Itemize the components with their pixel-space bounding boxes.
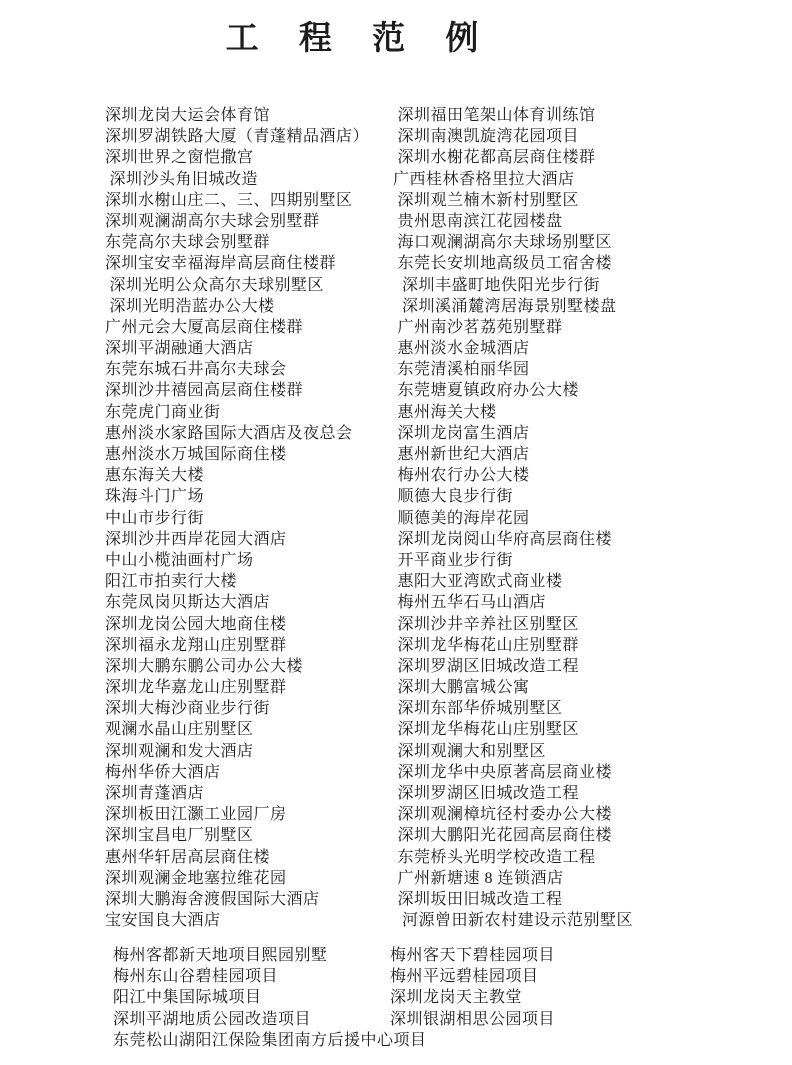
project-row bbox=[0, 677, 792, 698]
project-name-right: 河源曾田新农村建设示范别墅区 bbox=[393, 912, 634, 930]
project-row bbox=[0, 847, 792, 868]
project-list-main bbox=[0, 105, 792, 931]
project-name-left: 深圳光明公众高尔夫球别墅区 bbox=[105, 276, 325, 294]
project-name-right: 深圳龙岗富生酒店 bbox=[393, 424, 530, 442]
project-name-left: 东莞凤岗贝斯达大酒店 bbox=[105, 594, 271, 612]
project-name-left: 观澜水晶山庄别墅区 bbox=[105, 721, 254, 739]
project-name-left: 深圳观澜湖高尔夫球会别墅群 bbox=[105, 212, 320, 230]
project-name-left: 深圳光明浩蓝办公大楼 bbox=[105, 297, 275, 315]
project-name-right: 深圳罗湖区旧城改造工程 bbox=[393, 657, 580, 675]
project-name-left: 惠州华轩居高层商住楼 bbox=[105, 848, 271, 866]
project-name-left: 深圳福永龙翔山庄别墅群 bbox=[105, 636, 287, 654]
project-row bbox=[0, 945, 792, 966]
project-row bbox=[0, 338, 792, 359]
project-name-right: 东莞桥头光明学校改造工程 bbox=[393, 848, 596, 866]
project-row bbox=[0, 147, 792, 168]
project-name-left: 惠东海关大楼 bbox=[105, 467, 205, 485]
project-name-left: 深圳观澜金地塞拉维花园 bbox=[105, 869, 287, 887]
project-row bbox=[0, 614, 792, 635]
project-row bbox=[0, 444, 792, 465]
project-name-left: 阳江市拍卖行大楼 bbox=[105, 573, 238, 591]
project-row bbox=[0, 275, 792, 296]
project-name-right: 深圳水榭花都高层商住楼群 bbox=[393, 149, 596, 167]
project-row bbox=[0, 910, 792, 931]
project-name-right: 深圳坂田旧城改造工程 bbox=[393, 890, 563, 908]
project-name-right: 深圳龙岗天主教堂 bbox=[390, 989, 523, 1007]
project-name-left: 深圳沙井西岸花园大酒店 bbox=[105, 530, 287, 548]
project-name-left: 深圳沙井禧园高层商住楼群 bbox=[105, 382, 304, 400]
project-row bbox=[0, 698, 792, 719]
project-name-left: 深圳世界之窗恺撒宫 bbox=[105, 149, 254, 167]
project-row bbox=[0, 465, 792, 486]
project-name-right: 深圳丰盛町地佚阳光步行街 bbox=[393, 276, 601, 294]
project-name-right: 深圳龙华梅花山庄别墅群 bbox=[393, 636, 580, 654]
project-name-left: 梅州客都新天地项目熙园别墅 bbox=[113, 947, 328, 964]
project-name-right: 贵州思南滨江花园楼盘 bbox=[393, 212, 563, 230]
project-name-left: 深圳青蓬酒店 bbox=[105, 785, 205, 802]
project-name-left: 东莞松山湖阳江保险集团南方后援中心项目 bbox=[113, 1031, 427, 1049]
project-row bbox=[0, 656, 792, 677]
project-name-right: 东莞塘夏镇政府办公大楼 bbox=[393, 382, 580, 400]
project-row bbox=[0, 889, 792, 910]
project-row bbox=[0, 317, 792, 338]
project-name-right: 梅州五华石马山酒店 bbox=[393, 594, 547, 612]
project-row bbox=[0, 126, 792, 147]
project-row bbox=[0, 508, 792, 529]
project-row bbox=[0, 719, 792, 740]
project-name-left: 宝安国良大酒店 bbox=[105, 912, 221, 930]
project-row bbox=[0, 169, 792, 190]
project-name-left: 深圳板田江灏工业园厂房 bbox=[105, 806, 287, 824]
project-name-right: 惠州新世纪大酒店 bbox=[393, 446, 530, 463]
project-row bbox=[0, 359, 792, 380]
project-name-left: 深圳大梅沙商业步行街 bbox=[105, 700, 271, 718]
project-name-right: 开平商业步行街 bbox=[393, 551, 514, 569]
project-name-left: 深圳龙岗大运会体育馆 bbox=[105, 107, 271, 124]
page-title: 工 程 范 例 bbox=[225, 21, 485, 57]
project-name-right: 海口观澜湖高尔夫球场别墅区 bbox=[393, 234, 613, 252]
project-name-right: 深圳银湖相思公园项目 bbox=[390, 1010, 556, 1028]
project-name-right: 梅州客天下碧桂园项目 bbox=[390, 947, 556, 964]
project-name-right: 东莞清溪柏丽华园 bbox=[393, 361, 530, 379]
project-name-right: 深圳观澜大和别墅区 bbox=[393, 742, 547, 760]
project-row bbox=[0, 550, 792, 571]
project-row bbox=[0, 486, 792, 507]
project-name-right: 深圳龙华中央原著高层商业楼 bbox=[393, 763, 613, 781]
project-name-left: 中山市步行街 bbox=[105, 509, 205, 527]
project-row bbox=[0, 190, 792, 211]
project-name-right: 深圳观兰楠木新村别墅区 bbox=[393, 191, 580, 209]
project-name-left: 深圳宝安幸福海岸高层商住楼群 bbox=[105, 255, 337, 273]
project-name-right: 惠州淡水金城酒店 bbox=[393, 340, 530, 358]
project-row bbox=[0, 741, 792, 762]
project-name-left: 梅州华侨大酒店 bbox=[105, 763, 221, 781]
project-row bbox=[0, 868, 792, 889]
project-name-right: 深圳大鹏阳光花园高层商住楼 bbox=[393, 827, 613, 845]
project-row bbox=[0, 529, 792, 550]
project-name-right: 深圳沙井辛养社区别墅区 bbox=[393, 615, 580, 633]
project-row bbox=[0, 762, 792, 783]
project-name-left: 深圳水榭山庄二、三、四期别墅区 bbox=[105, 191, 353, 209]
project-name-right: 广西桂林香格里拉大酒店 bbox=[393, 170, 575, 188]
project-name-right: 深圳龙华梅花山庄别墅区 bbox=[393, 721, 580, 739]
project-row bbox=[0, 211, 792, 232]
project-name-right: 广州南沙茗荔苑别墅群 bbox=[393, 318, 563, 336]
project-row bbox=[0, 105, 792, 126]
project-row bbox=[0, 987, 792, 1008]
project-name-right: 深圳溪涌麓湾居海景别墅楼盘 bbox=[393, 297, 617, 315]
project-name-left: 深圳观澜和发大酒店 bbox=[105, 742, 254, 760]
project-name-left: 深圳龙岗公园大地商住楼 bbox=[105, 615, 287, 633]
project-name-left: 中山小榄油画村广场 bbox=[105, 551, 254, 569]
project-name-left: 阳江中集国际城项目 bbox=[113, 989, 262, 1007]
project-name-left: 深圳平湖融通大酒店 bbox=[105, 340, 254, 358]
project-name-right: 东莞长安圳地高级员工宿舍楼 bbox=[393, 255, 613, 273]
project-row bbox=[0, 635, 792, 656]
project-row bbox=[0, 423, 792, 444]
project-name-left: 广州元会大厦高层商住楼群 bbox=[105, 318, 304, 336]
project-name-left: 东莞东城石井高尔夫球会 bbox=[105, 361, 287, 379]
project-list-bottom bbox=[0, 945, 792, 1051]
project-name-right: 深圳观澜樟坑径村委办公大楼 bbox=[393, 806, 613, 824]
project-row bbox=[0, 296, 792, 317]
project-name-left: 深圳平湖地质公园改造项目 bbox=[113, 1010, 312, 1028]
project-name-left: 珠海斗门广场 bbox=[105, 488, 205, 506]
project-name-left: 东莞虎门商业街 bbox=[105, 403, 221, 421]
project-row bbox=[0, 783, 792, 804]
project-name-right: 顺德美的海岸花园 bbox=[393, 509, 530, 527]
project-name-right: 惠州海关大楼 bbox=[393, 403, 497, 421]
project-row bbox=[0, 592, 792, 613]
project-name-right: 顺德大良步行街 bbox=[393, 488, 514, 506]
project-name-right: 深圳罗湖区旧城改造工程 bbox=[393, 785, 580, 802]
project-name-left: 惠州淡水万城国际商住楼 bbox=[105, 446, 287, 463]
project-name-left: 东莞高尔夫球会别墅群 bbox=[105, 234, 271, 252]
project-name-left: 深圳大鹏海舍渡假国际大酒店 bbox=[105, 890, 320, 908]
project-row bbox=[0, 1009, 792, 1030]
project-name-right: 梅州农行办公大楼 bbox=[393, 467, 530, 485]
project-name-right: 惠阳大亚湾欧式商业楼 bbox=[393, 573, 563, 591]
project-row bbox=[0, 804, 792, 825]
project-name-left: 深圳罗湖铁路大厦（青蓬精品酒店） bbox=[105, 128, 370, 146]
project-name-right: 深圳南澳凯旋湾花园项目 bbox=[393, 128, 580, 146]
project-row bbox=[0, 380, 792, 401]
project-name-left: 梅州东山谷碧桂园项目 bbox=[113, 968, 279, 986]
project-row bbox=[0, 825, 792, 846]
project-name-right: 广州新塘速 8 连锁酒店 bbox=[393, 869, 564, 887]
project-name-left: 惠州淡水家路国际大酒店及夜总会 bbox=[105, 424, 353, 442]
project-name-right: 深圳东部华侨城别墅区 bbox=[393, 700, 563, 718]
project-name-left: 深圳宝昌电厂别墅区 bbox=[105, 827, 254, 845]
project-name-left: 深圳大鹏东鹏公司办公大楼 bbox=[105, 657, 304, 675]
project-row bbox=[0, 253, 792, 274]
project-name-right: 深圳福田笔架山体育训练馆 bbox=[393, 107, 596, 124]
project-row bbox=[0, 232, 792, 253]
project-name-left: 深圳龙华嘉龙山庄别墅群 bbox=[105, 679, 287, 697]
project-name-right: 深圳龙岗阅山华府高层商住楼 bbox=[393, 530, 613, 548]
project-name-right: 深圳大鹏富城公寓 bbox=[393, 679, 530, 697]
project-name-right: 梅州平远碧桂园项目 bbox=[390, 968, 539, 986]
project-row bbox=[0, 402, 792, 423]
project-row bbox=[0, 571, 792, 592]
project-name-left: 深圳沙头角旧城改造 bbox=[105, 170, 259, 188]
project-row bbox=[0, 966, 792, 987]
project-row bbox=[0, 1030, 792, 1051]
